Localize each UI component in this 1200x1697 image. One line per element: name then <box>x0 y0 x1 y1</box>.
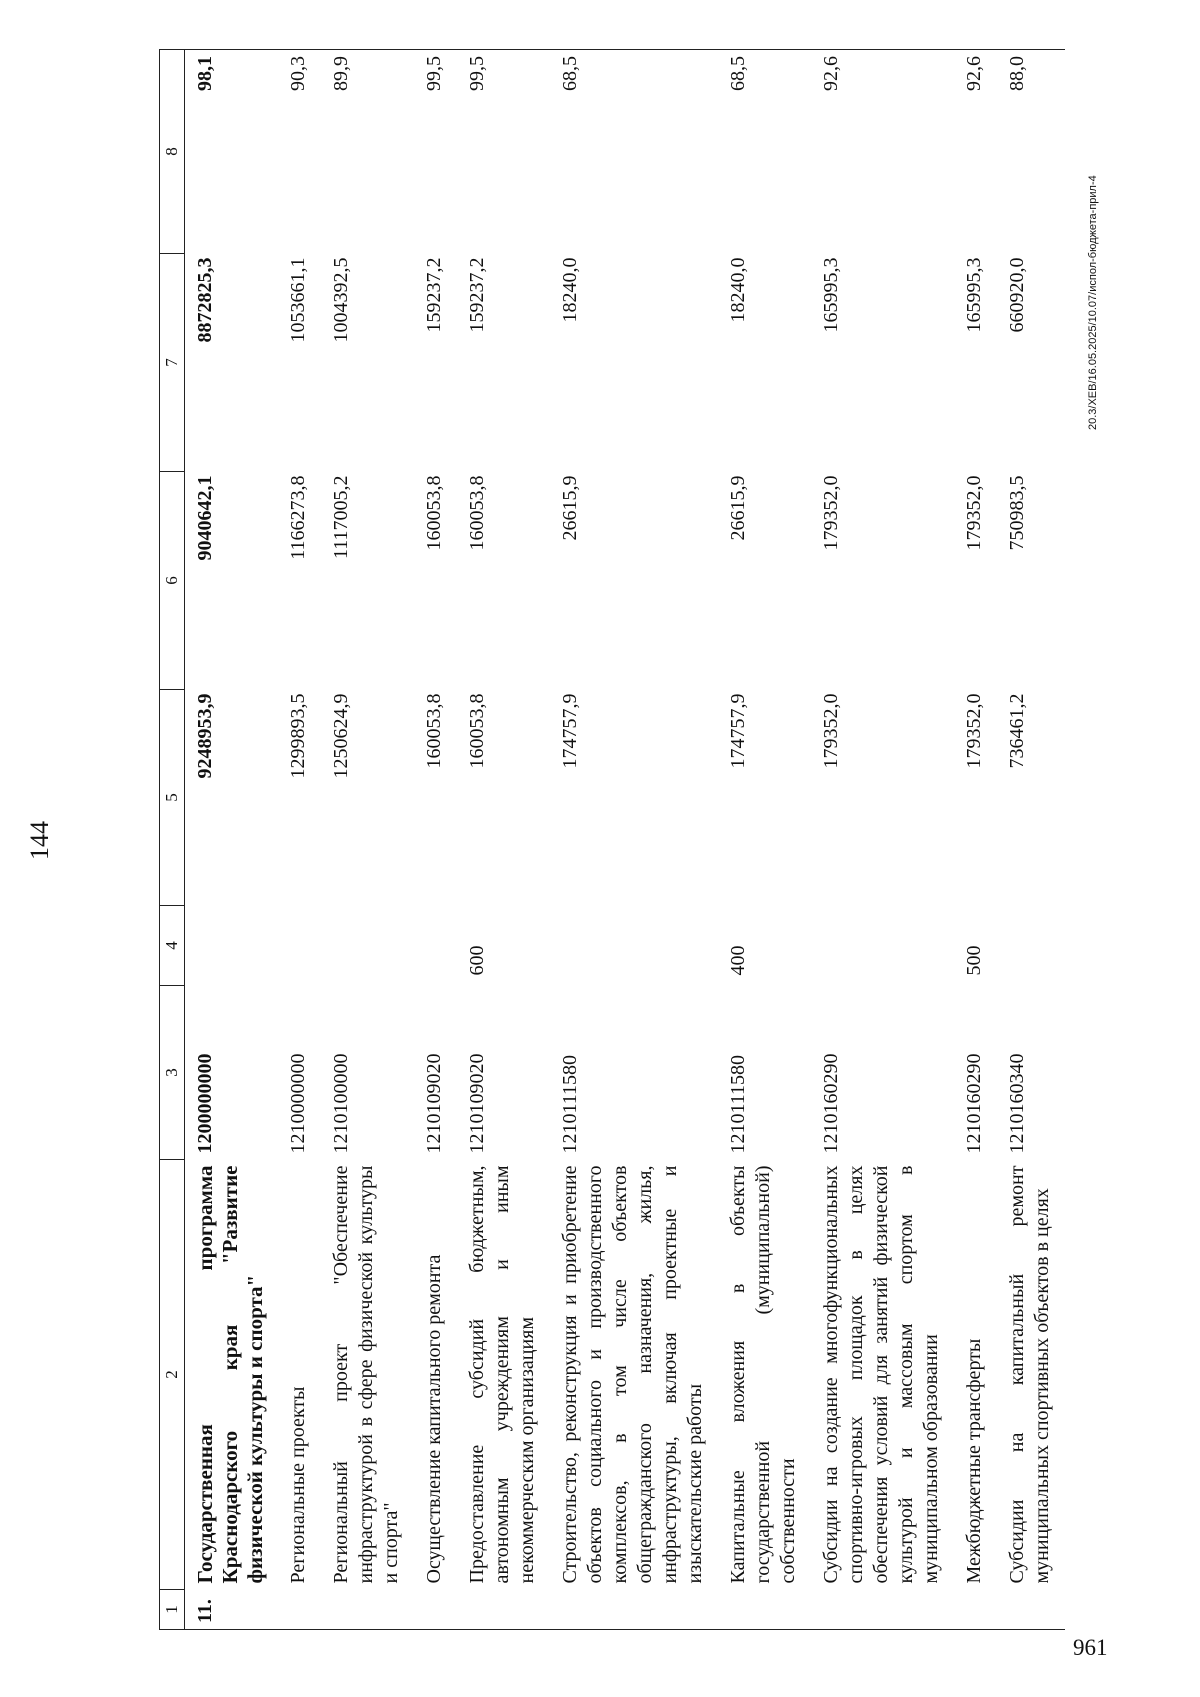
row-value-8: 68,5 <box>718 50 811 254</box>
row-code: 1210160290 <box>963 1053 985 1154</box>
row-value-7: 159237,2 <box>466 257 488 333</box>
header-col-1: 1 <box>160 1590 185 1630</box>
row-value-8: 98,1 <box>185 50 279 254</box>
row-name: Межбюджетные трансферты <box>963 1338 985 1584</box>
header-col-4: 4 <box>160 906 185 986</box>
row-value-8: 92,6 <box>811 50 954 254</box>
table-row <box>550 50 718 1630</box>
table-row <box>185 50 279 1630</box>
row-number <box>321 1590 414 1630</box>
row-number <box>997 1590 1065 1630</box>
table-row <box>811 50 954 1630</box>
row-code: 1210160290 <box>820 1053 842 1154</box>
row-value-7: 1004392,5 <box>330 257 352 343</box>
row-number <box>414 1590 457 1630</box>
row-type <box>550 906 718 986</box>
row-type: 600 <box>466 945 488 976</box>
header-col-3: 3 <box>160 986 185 1160</box>
row-name: Осуществление капитального ремонта <box>423 1254 445 1584</box>
row-type <box>278 906 321 986</box>
row-value-8: 88,0 <box>997 50 1065 254</box>
row-code: 1210100000 <box>330 1053 352 1154</box>
row-value-7: 8872825,3 <box>194 257 216 343</box>
row-value-8: 99,5 <box>414 50 457 254</box>
row-type <box>414 906 457 986</box>
header-col-8: 8 <box>160 50 185 254</box>
row-value-6: 1166273,8 <box>287 475 309 560</box>
row-value-6: 160053,8 <box>423 475 445 551</box>
row-value-8: 89,9 <box>321 50 414 254</box>
row-value-5: 160053,8 <box>423 693 445 769</box>
budget-table <box>159 49 1065 1630</box>
row-value-6: 750983,5 <box>1006 475 1028 551</box>
row-number: 11. <box>185 1590 279 1630</box>
row-code: 1210000000 <box>287 1053 309 1154</box>
row-value-6: 179352,0 <box>963 475 985 551</box>
row-value-5: 9248953,9 <box>194 693 216 779</box>
row-value-5: 736461,2 <box>1006 693 1028 769</box>
row-value-5: 1250624,9 <box>330 693 352 779</box>
row-number <box>550 1590 718 1630</box>
row-code: 1210111580 <box>559 1054 581 1154</box>
row-value-7: 660920,0 <box>1006 257 1028 333</box>
row-name: Государственная программа Краснодарского края "Развитие физической культуры и спорта" <box>193 1165 267 1584</box>
row-type <box>321 906 414 986</box>
row-type <box>185 906 279 986</box>
table-header-row <box>160 50 185 1630</box>
row-name: Субсидии на создание многофункциональных спортивно-игровых площадок в целях обеспечения условий для занятий физической культурой и массовым спортом в муниципальном образовании <box>820 1165 942 1584</box>
row-name: Строительство, реконструкция и приобретение объектов социального и производственного комплексов, в том числе объектов общегражданского назначения, жилья, инфраструктуры, включая проектные и изыскательские работы <box>559 1165 706 1584</box>
row-number <box>718 1590 811 1630</box>
row-value-8: 99,5 <box>457 50 550 254</box>
row-value-6: 9040642,1 <box>194 475 216 561</box>
row-type: 400 <box>727 945 749 976</box>
row-value-6: 26615,9 <box>727 475 749 541</box>
row-name: Предоставление субсидий бюджетным, автономным учреждениям и иным некоммерческим организациям <box>466 1165 538 1584</box>
row-value-5: 179352,0 <box>963 693 985 769</box>
rotated-page <box>25 50 1115 1640</box>
row-code: 1210111580 <box>727 1054 749 1154</box>
header-col-6: 6 <box>160 472 185 690</box>
row-value-7: 18240,0 <box>559 257 581 323</box>
row-type <box>997 906 1065 986</box>
row-value-6: 26615,9 <box>559 475 581 541</box>
table-row <box>278 50 321 1630</box>
row-value-5: 179352,0 <box>820 693 842 769</box>
row-name: Капитальные вложения в объекты государственной (муниципальной) собственности <box>727 1165 799 1584</box>
row-value-6: 1117005,2 <box>330 475 352 560</box>
table-row <box>457 50 550 1630</box>
row-value-7: 1053661,1 <box>287 257 309 343</box>
table-row <box>718 50 811 1630</box>
row-value-5: 160053,8 <box>466 693 488 769</box>
document-stamp: 20.3/XEB/16.05.2025/10.07/испол-бюджета-прил-4 <box>1087 175 1099 430</box>
row-type <box>811 906 954 986</box>
row-number <box>811 1590 954 1630</box>
row-value-7: 159237,2 <box>423 257 445 333</box>
row-name: Региональные проекты <box>287 1386 309 1584</box>
row-code: 1210160340 <box>1006 1053 1028 1154</box>
row-value-6: 179352,0 <box>820 475 842 551</box>
header-col-7: 7 <box>160 254 185 472</box>
row-code: 1200000000 <box>194 1053 216 1154</box>
row-value-8: 92,6 <box>954 50 997 254</box>
header-col-5: 5 <box>160 690 185 906</box>
header-col-2: 2 <box>160 1160 185 1590</box>
row-name: Субсидии на капитальный ремонт муниципальных спортивных объектов в целях <box>1006 1165 1053 1584</box>
row-number <box>457 1590 550 1630</box>
side-page-number: 961 <box>1073 1635 1108 1660</box>
row-value-6: 160053,8 <box>466 475 488 551</box>
table-row <box>997 50 1065 1630</box>
row-value-5: 174757,9 <box>727 693 749 769</box>
row-number <box>954 1590 997 1630</box>
page-number: 144 <box>25 821 54 860</box>
row-value-5: 174757,9 <box>559 693 581 769</box>
row-value-7: 165995,3 <box>963 257 985 333</box>
row-value-7: 18240,0 <box>727 257 749 323</box>
row-value-8: 90,3 <box>278 50 321 254</box>
row-name: Региональный проект "Обеспечение инфраструктурой в сфере физической культуры и спорта" <box>330 1165 402 1584</box>
row-value-5: 1299893,5 <box>287 693 309 779</box>
table-row <box>954 50 997 1630</box>
row-value-7: 165995,3 <box>820 257 842 333</box>
row-code: 1210109020 <box>466 1053 488 1154</box>
row-code: 1210109020 <box>423 1053 445 1154</box>
table-row <box>321 50 414 1630</box>
row-number <box>278 1590 321 1630</box>
row-value-8: 68,5 <box>550 50 718 254</box>
row-type: 500 <box>963 945 985 976</box>
table-row <box>414 50 457 1630</box>
